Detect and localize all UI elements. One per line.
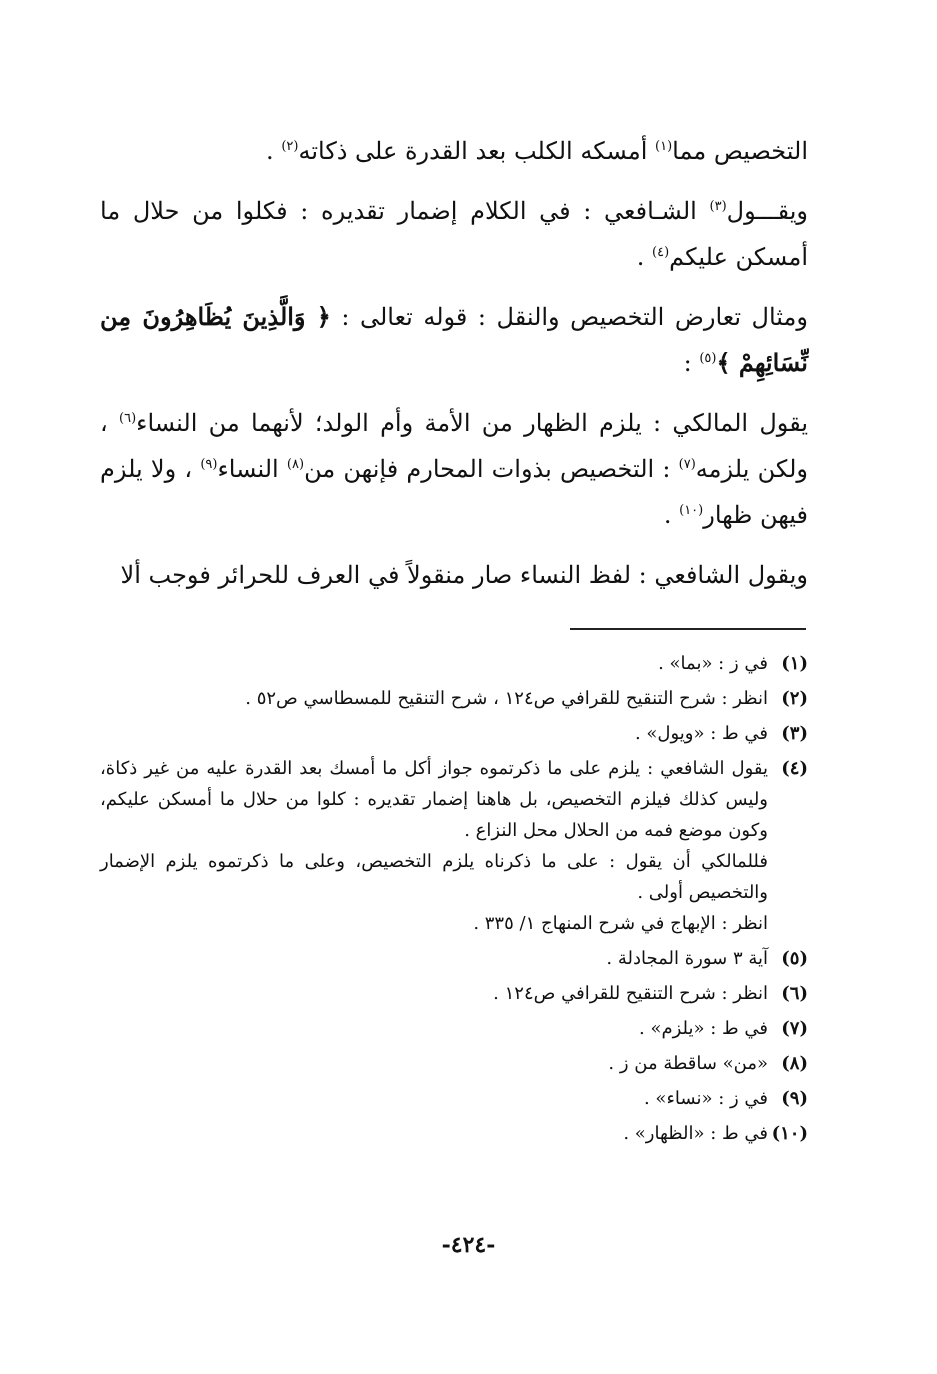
footnote-text (100, 943, 768, 974)
footnote-7 (100, 1013, 808, 1044)
footnote-number: (٦) (781, 983, 808, 1004)
footnote-number: (٩) (781, 1088, 808, 1109)
footnote-9 (100, 1083, 808, 1114)
footnote-number: (٨) (781, 1053, 808, 1074)
footnotes (100, 648, 808, 1153)
footnote-number: (٣) (781, 723, 808, 744)
footnote-line: انظر : شرح التنقيح للقرافي ص١٢٤ . (493, 983, 768, 1004)
footnote-ref-6[interactable]: (٦) (119, 411, 137, 426)
footnote-text (100, 718, 768, 749)
footnote-ref-3[interactable]: (٣) (709, 199, 727, 214)
footnote-number: (٤) (781, 758, 808, 779)
footnote-line: في ط : «يلزم» . (639, 1018, 768, 1039)
footnote-10 (100, 1118, 808, 1149)
footnote-6 (100, 978, 808, 1009)
footnote-number: (٥) (781, 948, 808, 969)
footnote-ref-4[interactable]: (٤) (652, 245, 670, 260)
quran-verse: ﴿ وَالَّذِينَ يُظَاهِرُونَ مِن نِّسَائِهِمْ ﴾ (100, 302, 808, 377)
footnote-line: «من» ساقطة من ز . (608, 1053, 768, 1074)
footnote-number: (١٠) (771, 1123, 808, 1144)
footnote-line: في ز : «بما» . (658, 653, 768, 674)
footnote-1 (100, 648, 808, 679)
page-number: -٤٢٤- (441, 1232, 496, 1258)
footnote-ref-10[interactable]: (١٠) (679, 503, 704, 518)
footnote-separator (570, 628, 806, 630)
footnote-8 (100, 1048, 808, 1079)
footnote-line: في ط : «الظهار» . (623, 1123, 768, 1144)
paragraph-4: يقول المالكي : يلزم الظهار من الأمة وأم الولد؛ لأنهما من النساء$^{(٦)}$ ، ولكن يلزمه$^{(٧)}$ : التخصيص بذوات المحارم فإنهن من$^{(٨)}$ النساء$^{(٩)}$ ، ولا يلزم فيهن ظهار$^{(١٠)}$ . (100, 409, 809, 529)
footnote-5 (100, 943, 808, 974)
footnote-text (100, 1083, 768, 1114)
footnote-text (100, 1118, 768, 1149)
footnote-ref-1[interactable]: (١) (655, 139, 673, 154)
footnote-4 (100, 753, 808, 939)
paragraph-5: ويقول الشافعي : لفظ النساء صار منقولاً في العرف للحرائر فوجب ألا (120, 561, 808, 589)
footnote-text (100, 753, 768, 939)
footnote-3 (100, 718, 808, 749)
footnote-ref-8[interactable]: (٨) (286, 457, 305, 472)
footnote-2 (100, 683, 808, 714)
footnote-line: انظر : شرح التنقيح للقرافي ص١٢٤ ، شرح التنقيح للمسطاسي ص٥٢ . (245, 688, 768, 709)
footnote-text (100, 978, 768, 1009)
footnote-number: (٧) (781, 1018, 808, 1039)
footnote-line: آية ٣ سورة المجادلة . (606, 948, 768, 969)
footnote-text (100, 1013, 768, 1044)
footnote-number: (١) (781, 653, 808, 674)
footnote-text (100, 648, 768, 679)
footnote-text (100, 1048, 768, 1079)
footnote-text (100, 683, 768, 714)
paragraph-3: ومثال تعارض التخصيص والنقل : قوله تعالى : ﴿ وَالَّذِينَ يُظَاهِرُونَ مِن نِّسَائِهِمْ ﴾$^{(٥)}$ : (100, 302, 808, 377)
footnote-line: يقول الشافعي : يلزم على ما ذكرتموه جواز أكل ما أمسك بعد القدرة عليه من غير ذكاة، وليس كذلك فيلزم التخصيص، بل هاهنا إضمار تقديره : كلوا من حلال ما أمسكن عليكم، وكون موضع فمه من الحلال محل النزاع . (100, 758, 768, 841)
footnote-ref-9[interactable]: (٩) (200, 457, 218, 472)
footnote-line: في ط : «ويول» . (634, 723, 768, 744)
paragraph-1: التخصيص مما$^{(١)}$ أمسكه الكلب بعد القدرة على ذكاته$^{(٢)}$ . (266, 137, 808, 165)
footnote-line: فللمالكي أن يقول : على ما ذكرناه يلزم التخصيص، وعلى ما ذكرتموه يلزم الإضمار والتخصيص أولى . (100, 851, 768, 903)
paragraph-2: ويقـــول$^{(٣)}$ الشـافعي : في الكلام إضمار تقديره : فكلوا من حلال ما أمسكن عليكم$^{(٤)}$ . (100, 197, 808, 271)
footnote-line: في ز : «نساء» . (643, 1088, 768, 1109)
footnote-line: انظر : الإبهاج في شرح المنهاج ١/ ٣٣٥ . (473, 913, 768, 934)
footnote-number: (٢) (781, 688, 808, 709)
footnote-ref-5[interactable]: (٥) (699, 351, 717, 366)
footnote-ref-7[interactable]: (٧) (678, 457, 696, 472)
footnote-ref-2[interactable]: (٢) (281, 139, 299, 154)
main-text (100, 128, 808, 612)
